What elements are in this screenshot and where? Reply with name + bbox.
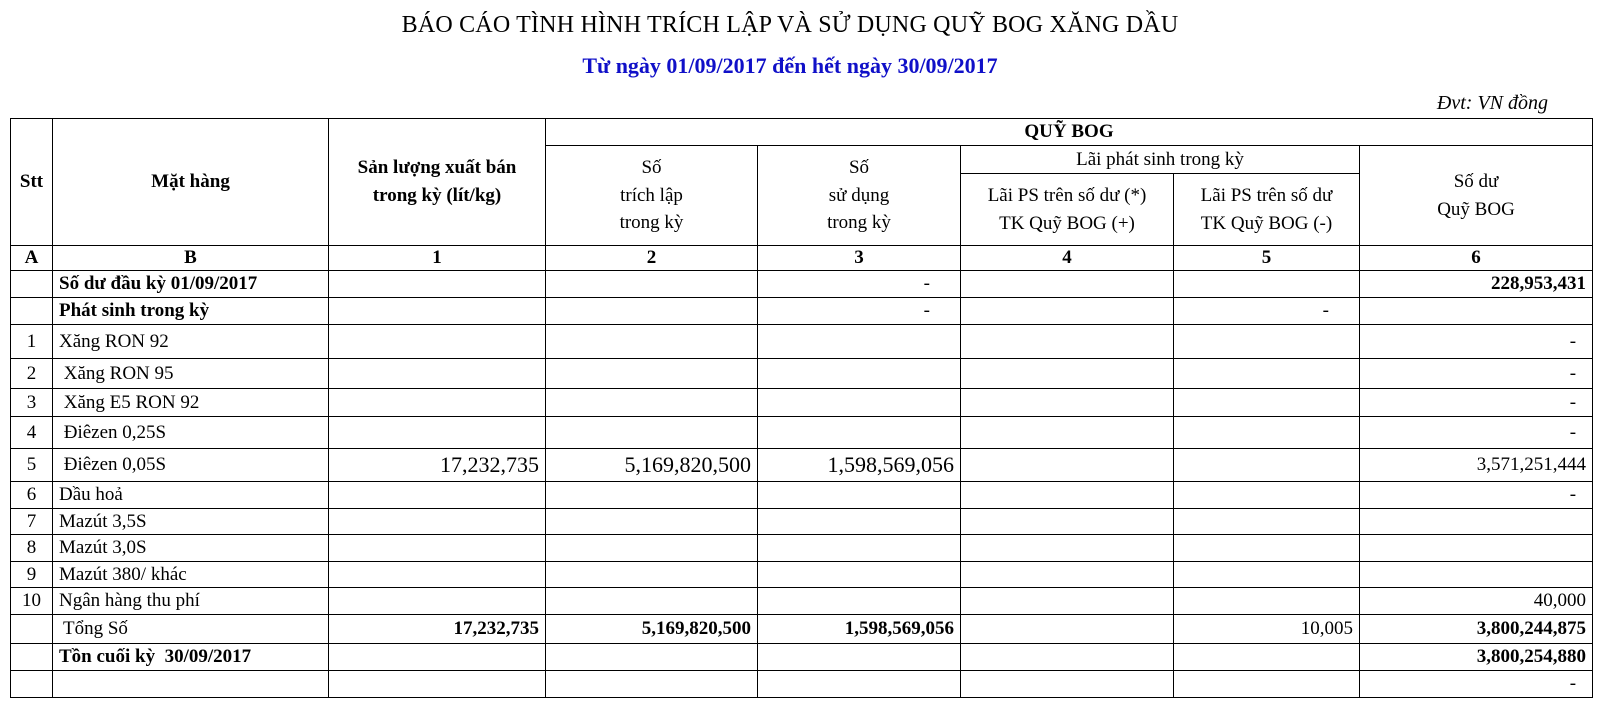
cell-value	[1360, 509, 1593, 535]
cell-stt: 9	[11, 562, 53, 588]
cell-value	[329, 644, 546, 671]
cell-value	[1360, 535, 1593, 562]
table-row	[11, 325, 1593, 359]
cell-value: 1,598,569,056	[758, 449, 961, 482]
arising-su-dung: -	[758, 298, 961, 325]
header-so-du	[1360, 146, 1593, 246]
cell-value	[961, 389, 1174, 417]
header-so-du-line2: Quỹ BOG	[1437, 198, 1515, 220]
header-row-1	[11, 119, 1593, 146]
cell-value	[1174, 449, 1360, 482]
closing-balance-row	[11, 644, 1593, 671]
cell-value	[758, 644, 961, 671]
cell-value	[961, 359, 1174, 389]
total-so-du: 3,800,244,875	[1360, 615, 1593, 644]
cell-value	[1174, 535, 1360, 562]
cell-stt	[11, 644, 53, 671]
cell-value	[758, 417, 961, 449]
cell-stt: 1	[11, 325, 53, 359]
cell-value	[329, 298, 546, 325]
cell-value	[546, 298, 758, 325]
cell-value: -	[1360, 325, 1593, 359]
cell-product: Điêzen 0,25S	[53, 417, 329, 449]
cell-product: Mazút 380/ khác	[53, 562, 329, 588]
header-lai-plus-line1: Lãi PS trên số dư (*)	[987, 184, 1147, 206]
column-code: 6	[1360, 246, 1593, 271]
cell-stt	[11, 298, 53, 325]
cell-value	[329, 389, 546, 417]
cell-value: -	[1360, 482, 1593, 509]
cell-value	[1360, 298, 1593, 325]
cell-product: Xăng RON 95	[53, 359, 329, 389]
opening-su-dung: -	[758, 271, 961, 298]
cell-value	[1174, 509, 1360, 535]
cell-stt: 2	[11, 359, 53, 389]
cell-value	[329, 325, 546, 359]
header-san-luong	[329, 119, 546, 246]
header-su-dung-line3: trong kỳ	[827, 212, 891, 234]
total-trich-lap: 5,169,820,500	[546, 615, 758, 644]
cell-value	[1174, 359, 1360, 389]
header-lai-plus	[961, 174, 1174, 246]
cell-value	[758, 359, 961, 389]
opening-balance-row	[11, 271, 1593, 298]
cell-value	[546, 562, 758, 588]
table-row	[11, 417, 1593, 449]
cell-value	[546, 482, 758, 509]
column-code-row	[11, 246, 1593, 271]
cell-value	[546, 588, 758, 615]
header-lai-minus-line2: TK Quỹ BOG (-)	[1200, 212, 1333, 234]
cell-value: 5,169,820,500	[546, 449, 758, 482]
currency-unit: Đvt: VN đồng	[1436, 92, 1548, 114]
cell-value	[758, 535, 961, 562]
cell-value	[961, 588, 1174, 615]
cell-value	[546, 535, 758, 562]
bog-fund-table	[10, 118, 1593, 698]
cell-product: Mazút 3,0S	[53, 535, 329, 562]
arising-label: Phát sinh trong kỳ	[53, 298, 329, 325]
total-lai-minus: 10,005	[1174, 615, 1360, 644]
cell-value	[329, 535, 546, 562]
total-row	[11, 615, 1593, 644]
cell-value	[546, 325, 758, 359]
header-quy-bog: QUỸ BOG	[546, 119, 1593, 146]
header-stt: Stt	[11, 119, 53, 246]
cell-value	[758, 482, 961, 509]
cell-value	[961, 482, 1174, 509]
cell-value	[53, 671, 329, 698]
cell-value	[329, 417, 546, 449]
header-su-dung-line2: sử dụng	[828, 184, 890, 206]
cell-value	[1174, 389, 1360, 417]
closing-balance-label: Tồn cuối kỳ 30/09/2017	[53, 644, 329, 671]
cell-value	[1174, 417, 1360, 449]
total-label: Tổng Số	[53, 615, 329, 644]
header-so-du-line1: Số dư	[1453, 170, 1499, 192]
cell-value: -	[1360, 671, 1593, 698]
cell-stt: 3	[11, 389, 53, 417]
cell-value	[758, 588, 961, 615]
cell-value	[758, 509, 961, 535]
cell-value	[1360, 562, 1593, 588]
header-lai-minus	[1174, 174, 1360, 246]
cell-value	[329, 588, 546, 615]
header-trich-lap-line1: Số	[641, 157, 662, 179]
header-trich-lap-line2: trích lập	[620, 184, 683, 206]
cell-value	[329, 562, 546, 588]
cell-value	[961, 535, 1174, 562]
cell-value	[961, 449, 1174, 482]
cell-stt: 7	[11, 509, 53, 535]
cell-value	[329, 482, 546, 509]
table-row	[11, 389, 1593, 417]
cell-stt: 6	[11, 482, 53, 509]
cell-value	[546, 417, 758, 449]
cell-value	[961, 671, 1174, 698]
cell-value	[758, 671, 961, 698]
header-lai-phat-sinh: Lãi phát sinh trong kỳ	[961, 146, 1360, 174]
table-row	[11, 482, 1593, 509]
cell-value	[1174, 325, 1360, 359]
cell-stt	[11, 615, 53, 644]
cell-value: -	[1360, 417, 1593, 449]
cell-value	[961, 615, 1174, 644]
cell-product: Xăng RON 92	[53, 325, 329, 359]
cell-value	[961, 325, 1174, 359]
table-row	[11, 588, 1593, 615]
column-code: 1	[329, 246, 546, 271]
cell-stt	[11, 271, 53, 298]
cell-product: Dầu hoả	[53, 482, 329, 509]
cell-product: Ngân hàng thu phí	[53, 588, 329, 615]
cell-value: 3,571,251,444	[1360, 449, 1593, 482]
cell-value	[546, 644, 758, 671]
cell-value	[961, 509, 1174, 535]
cell-value	[546, 389, 758, 417]
cell-value	[329, 509, 546, 535]
cell-value	[546, 359, 758, 389]
header-lai-minus-line1: Lãi PS trên số dư	[1200, 184, 1333, 206]
cell-stt: 10	[11, 588, 53, 615]
total-su-dung: 1,598,569,056	[758, 615, 961, 644]
cell-value	[1174, 588, 1360, 615]
cell-value	[1174, 482, 1360, 509]
cell-value	[546, 271, 758, 298]
header-mat-hang: Mặt hàng	[53, 119, 329, 246]
report-period: Từ ngày 01/09/2017 đến hết ngày 30/09/2017	[582, 53, 998, 78]
table-row	[11, 449, 1593, 482]
cell-value: -	[1360, 389, 1593, 417]
header-san-luong-line1: Sản lượng xuất bán	[357, 157, 517, 179]
header-trich-lap-line3: trong kỳ	[619, 212, 684, 234]
cell-stt: 5	[11, 449, 53, 482]
opening-balance-label: Số dư đầu kỳ 01/09/2017	[53, 271, 329, 298]
column-code: 3	[758, 246, 961, 271]
cell-stt: 8	[11, 535, 53, 562]
table-row	[11, 535, 1593, 562]
closing-so-du: 3,800,254,880	[1360, 644, 1593, 671]
cell-stt	[11, 671, 53, 698]
cell-value: 40,000	[1360, 588, 1593, 615]
cell-value	[1174, 562, 1360, 588]
cell-value	[546, 509, 758, 535]
opening-so-du: 228,953,431	[1360, 271, 1593, 298]
cell-value	[758, 562, 961, 588]
table-row	[11, 509, 1593, 535]
column-code: 5	[1174, 246, 1360, 271]
cell-value	[961, 298, 1174, 325]
column-code: A	[11, 246, 53, 271]
header-lai-plus-line2: TK Quỹ BOG (+)	[999, 212, 1135, 234]
total-san-luong: 17,232,735	[329, 615, 546, 644]
column-code: 2	[546, 246, 758, 271]
cell-value	[329, 671, 546, 698]
header-san-luong-line2: trong kỳ (lít/kg)	[372, 185, 502, 206]
column-code: B	[53, 246, 329, 271]
header-su-dung-line1: Số	[848, 157, 870, 179]
table-row	[11, 562, 1593, 588]
cell-value	[961, 271, 1174, 298]
cell-product: Điêzen 0,05S	[53, 449, 329, 482]
cell-value: -	[1360, 359, 1593, 389]
cell-value	[1174, 671, 1360, 698]
cell-product: Mazút 3,5S	[53, 509, 329, 535]
cell-value	[1174, 271, 1360, 298]
cell-value	[961, 562, 1174, 588]
header-trich-lap	[546, 146, 758, 246]
cell-value	[758, 325, 961, 359]
cell-value	[961, 417, 1174, 449]
cell-value	[329, 359, 546, 389]
arising-row	[11, 298, 1593, 325]
cell-value: 17,232,735	[329, 449, 546, 482]
table-row	[11, 359, 1593, 389]
cell-value	[546, 671, 758, 698]
arising-lai-minus: -	[1174, 298, 1360, 325]
report-title: BÁO CÁO TÌNH HÌNH TRÍCH LẬP VÀ SỬ DỤNG QUỸ BOG XĂNG DẦU	[401, 12, 1179, 38]
cell-value	[1174, 644, 1360, 671]
column-code: 4	[961, 246, 1174, 271]
cell-value	[758, 389, 961, 417]
cell-value	[329, 271, 546, 298]
cell-product: Xăng E5 RON 92	[53, 389, 329, 417]
cell-value	[961, 644, 1174, 671]
header-su-dung	[758, 146, 961, 246]
empty-row	[11, 671, 1593, 698]
cell-stt: 4	[11, 417, 53, 449]
